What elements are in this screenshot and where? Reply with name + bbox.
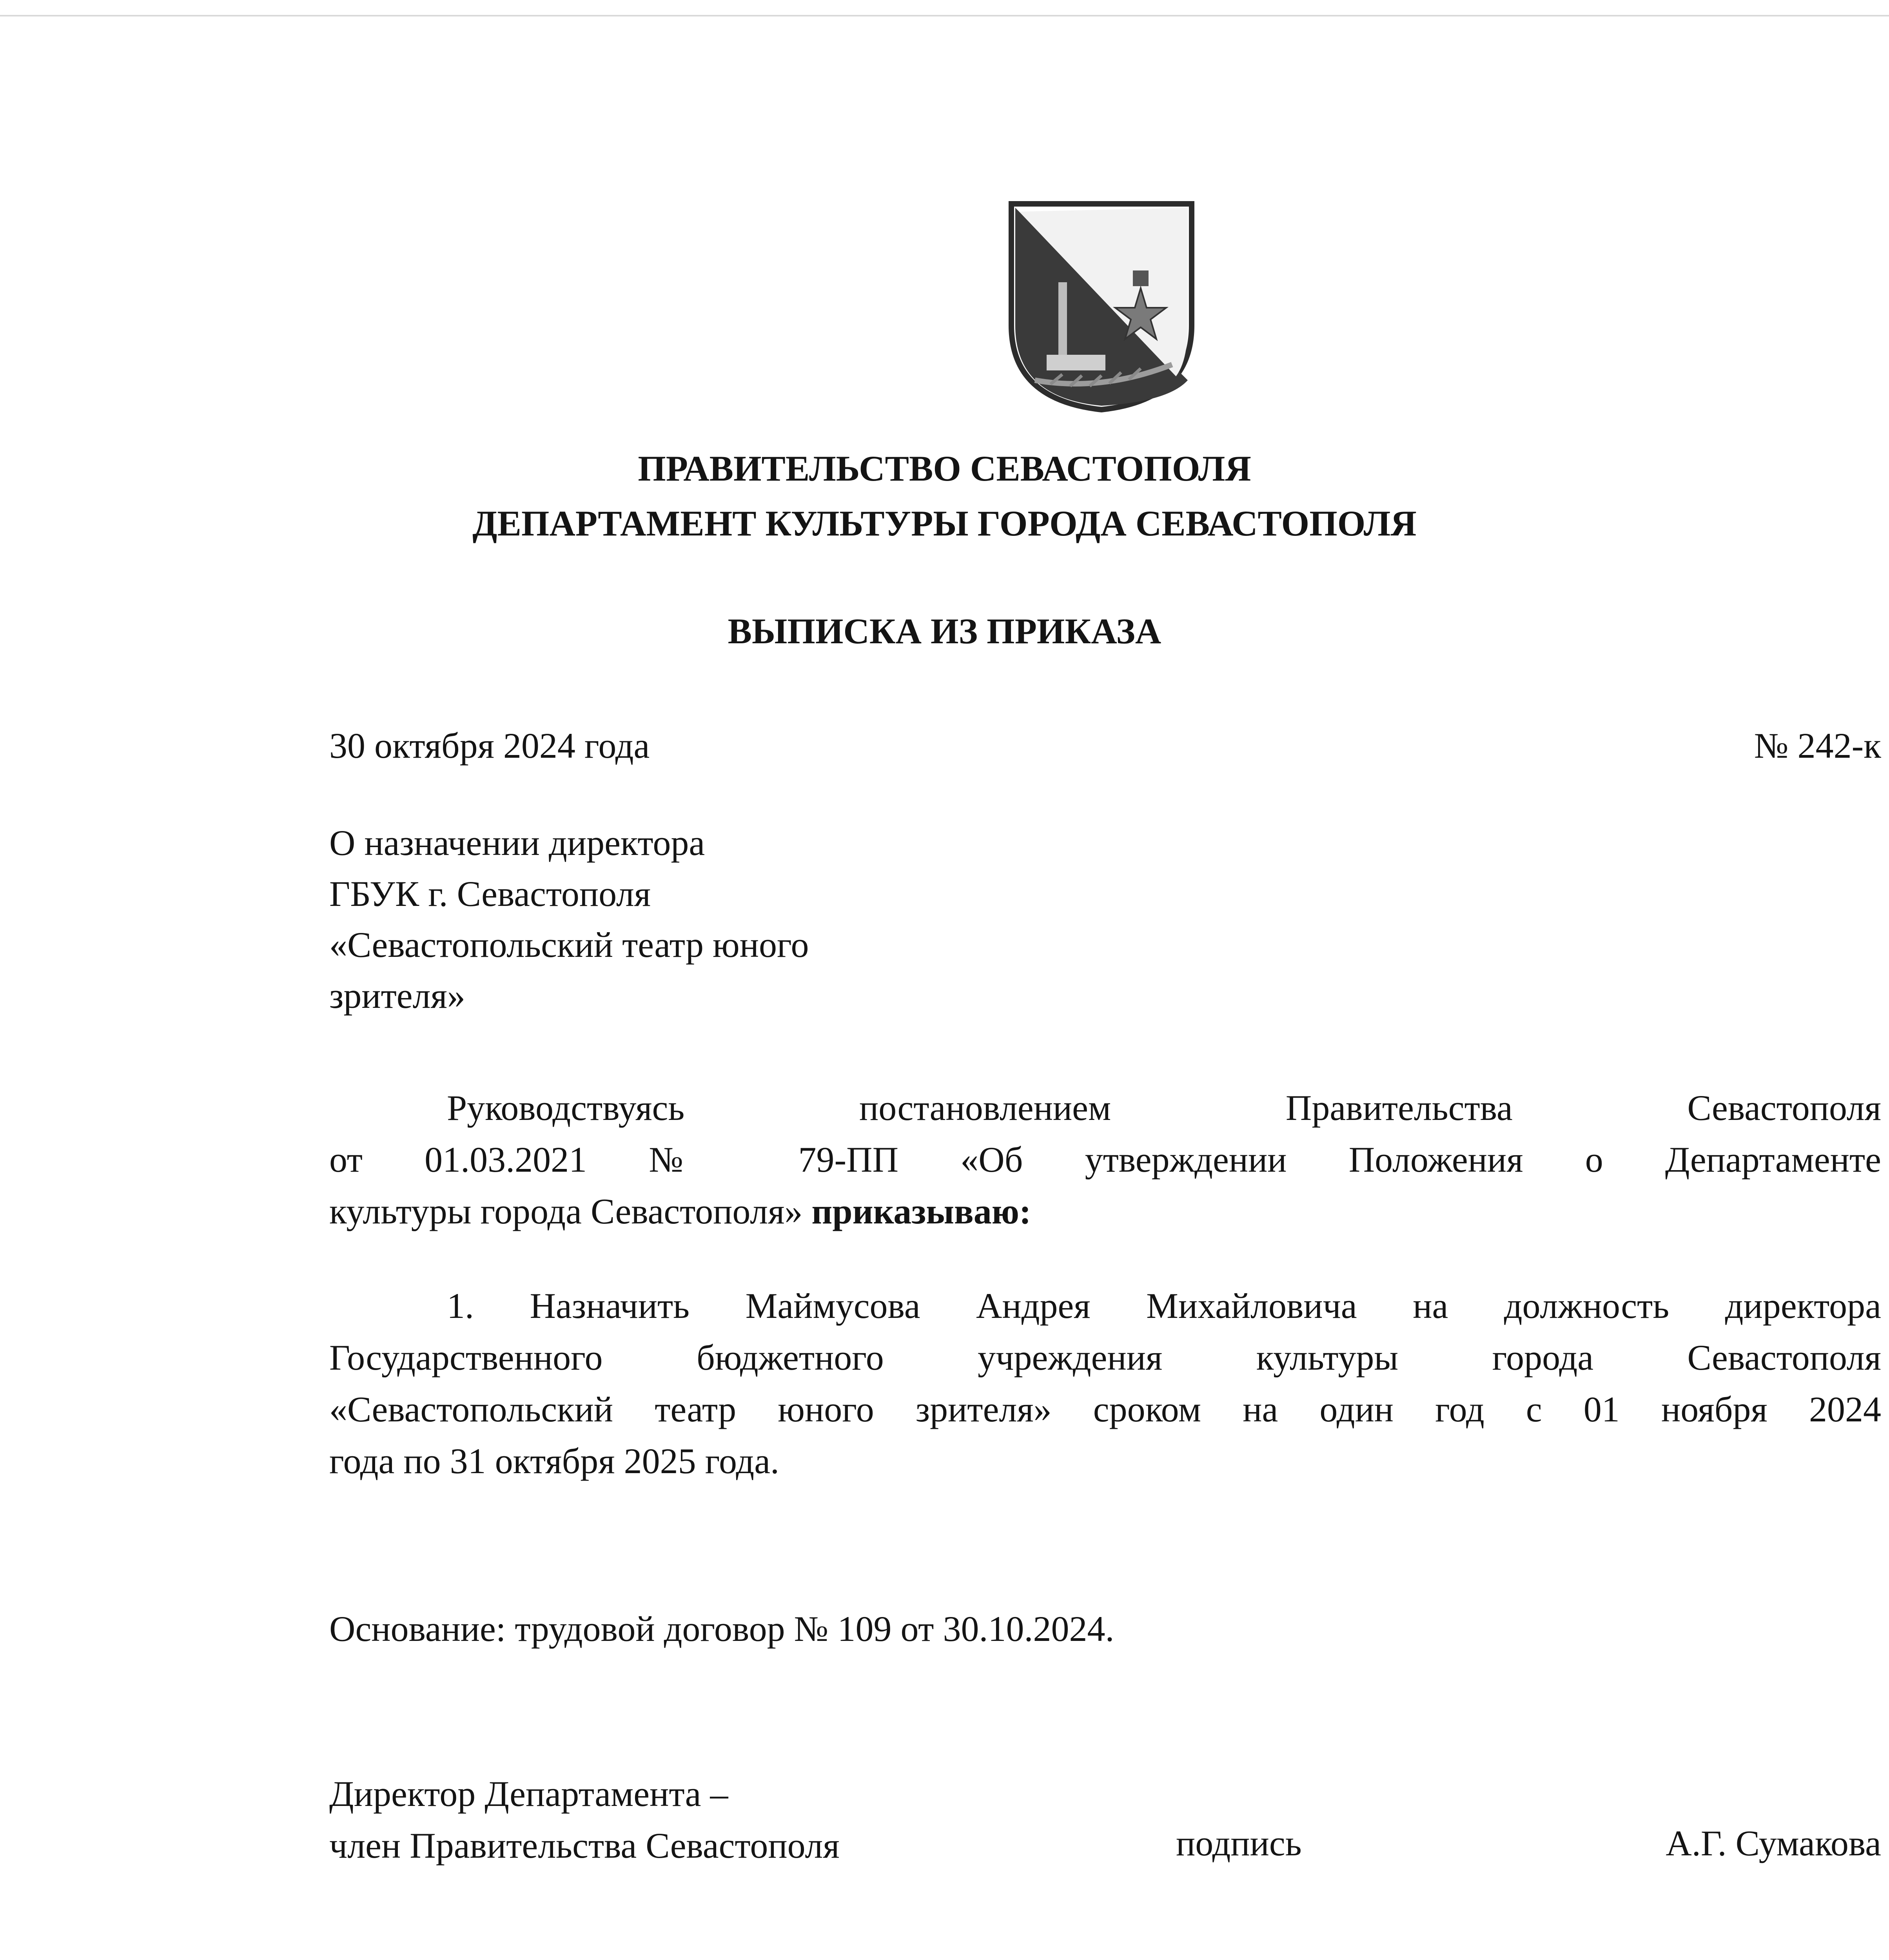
item-line: Государственного бюджетного учреждения культуры города Севастополя [329, 1338, 1881, 1377]
item-line: 1. Назначить Маймусова Андрея Михайловича на должность директора [447, 1286, 1881, 1326]
scan-edge-line [0, 15, 1889, 16]
subject-line: «Севастопольский театр юного [329, 925, 809, 965]
sevastopol-coat-of-arms-emblem [1003, 196, 1199, 416]
order-number: № 242-к [1754, 726, 1881, 766]
basis-line: Основание: трудовой договор № 109 от 30.10.2024. [329, 1609, 1114, 1649]
preamble-line: от 01.03.2021 № 79-ПП «Об утверждении Положения о Департаменте [329, 1140, 1881, 1180]
signature-placeholder: подпись [1176, 1823, 1302, 1863]
signatory-name: А.Г. Сумакова [1666, 1823, 1881, 1863]
order-verb: приказываю: [811, 1191, 1031, 1231]
document-type-title: ВЫПИСКА ИЗ ПРИКАЗА [728, 611, 1161, 651]
signatory-title [329, 1768, 840, 1871]
subject-line: ГБУК г. Севастополя [329, 874, 651, 914]
subject-line: О назначении директора [329, 823, 705, 863]
item-line: «Севастопольский театр юного зрителя» сроком на один год с 01 ноября 2024 [329, 1389, 1881, 1429]
item-line: года по 31 октября 2025 года. [329, 1441, 780, 1481]
order-subject [329, 817, 996, 1021]
subject-line: зрителя» [329, 976, 465, 1016]
order-item-1 [329, 1280, 1881, 1487]
preamble-paragraph [329, 1082, 1881, 1237]
government-title: ПРАВИТЕЛЬСТВО СЕВАСТОПОЛЯ [638, 448, 1251, 488]
signatory-title-line: Директор Департамента – [329, 1774, 728, 1814]
department-title: ДЕПАРТАМЕНТ КУЛЬТУРЫ ГОРОДА СЕВАСТОПОЛЯ [472, 503, 1417, 543]
preamble-line [329, 1185, 1881, 1237]
preamble-line: Руководствуясь постановлением Правительства Севастополя [447, 1088, 1881, 1128]
preamble-text: культуры города Севастополя» [329, 1191, 803, 1231]
signatory-title-line: член Правительства Севастополя [329, 1826, 840, 1866]
order-date: 30 октября 2024 года [329, 726, 650, 766]
